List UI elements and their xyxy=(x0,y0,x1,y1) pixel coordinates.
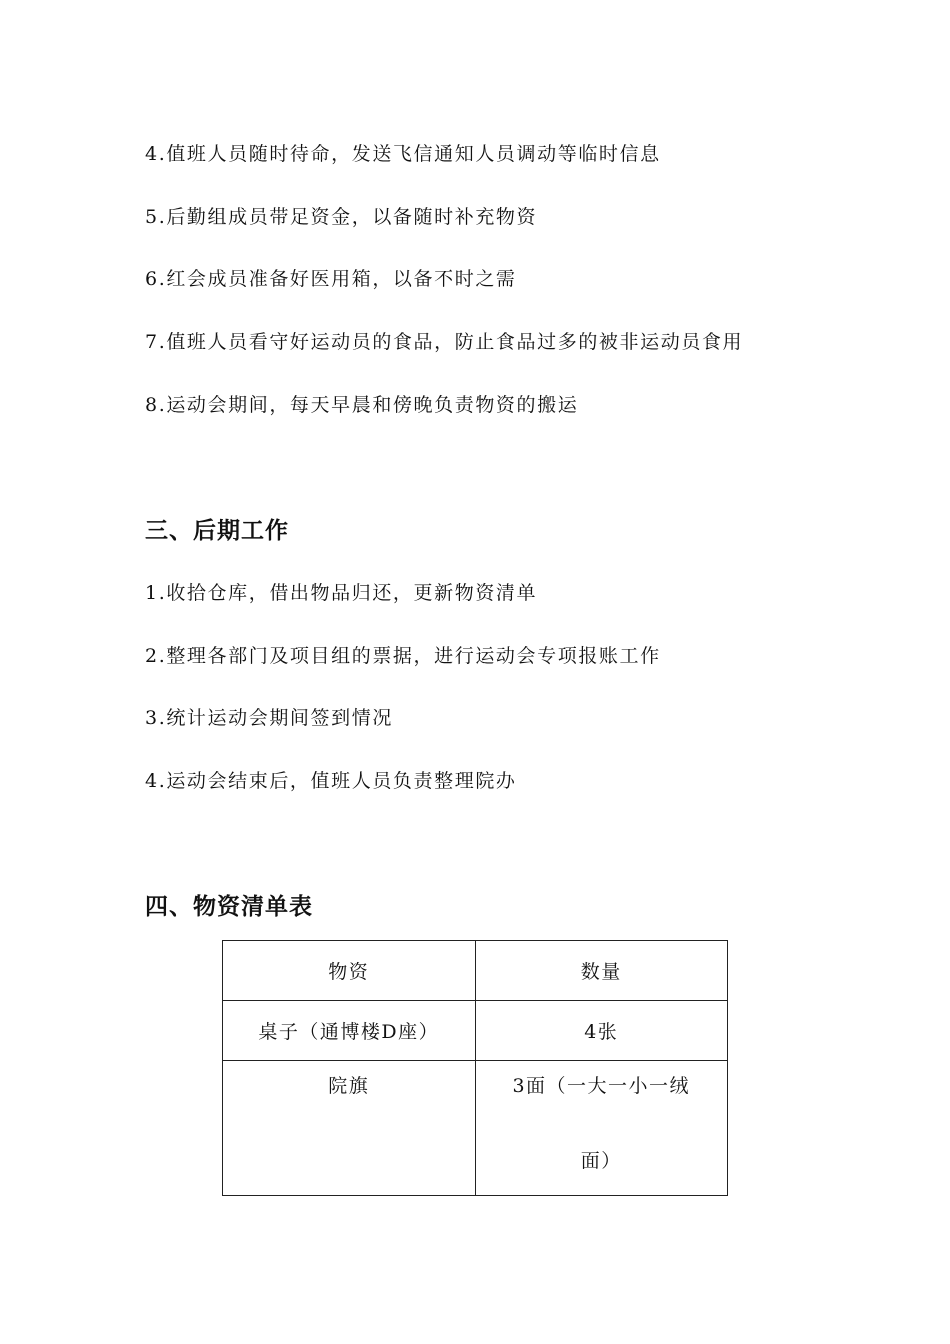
header-cell-item: 物资 xyxy=(223,941,476,1001)
duty-item-8: 8.运动会期间，每天早晨和傍晚负责物资的搬运 xyxy=(145,394,579,416)
table-header-row xyxy=(223,941,728,1001)
duty-item-4: 4.值班人员随时待命，发送飞信通知人员调动等临时信息 xyxy=(145,143,661,165)
duty-item-5: 5.后勤组成员带足资金，以备随时补充物资 xyxy=(145,206,538,228)
header-cell-quantity: 数量 xyxy=(475,941,728,1001)
quantity-cell: 4张 xyxy=(475,1001,728,1061)
inventory-table xyxy=(222,940,728,1196)
quantity-cell xyxy=(475,1061,728,1196)
duty-item-6: 6.红会成员准备好医用箱，以备不时之需 xyxy=(145,268,517,290)
section-heading-inventory: 四、物资清单表 xyxy=(145,894,313,920)
duty-item-7: 7.值班人员看守好运动员的食品，防止食品过多的被非运动员食用 xyxy=(145,331,744,353)
post-work-item-3: 3.统计运动会期间签到情况 xyxy=(145,707,393,729)
item-cell xyxy=(223,1061,476,1196)
item-cell: 桌子（通博楼D座） xyxy=(223,1001,476,1061)
post-work-item-1: 1.收拾仓库，借出物品归还，更新物资清单 xyxy=(145,582,538,604)
section-heading-post-work: 三、后期工作 xyxy=(145,518,289,544)
post-work-item-4: 4.运动会结束后，值班人员负责整理院办 xyxy=(145,770,517,792)
quantity-cell-line-2: 面） xyxy=(580,1150,622,1172)
post-work-item-2: 2.整理各部门及项目组的票据，进行运动会专项报账工作 xyxy=(145,645,661,667)
table-row xyxy=(223,1001,728,1061)
table-row xyxy=(223,1061,728,1196)
quantity-cell-line-1: 3面（一大一小一绒 xyxy=(512,1075,691,1097)
item-cell-text: 院旗 xyxy=(328,1075,370,1097)
